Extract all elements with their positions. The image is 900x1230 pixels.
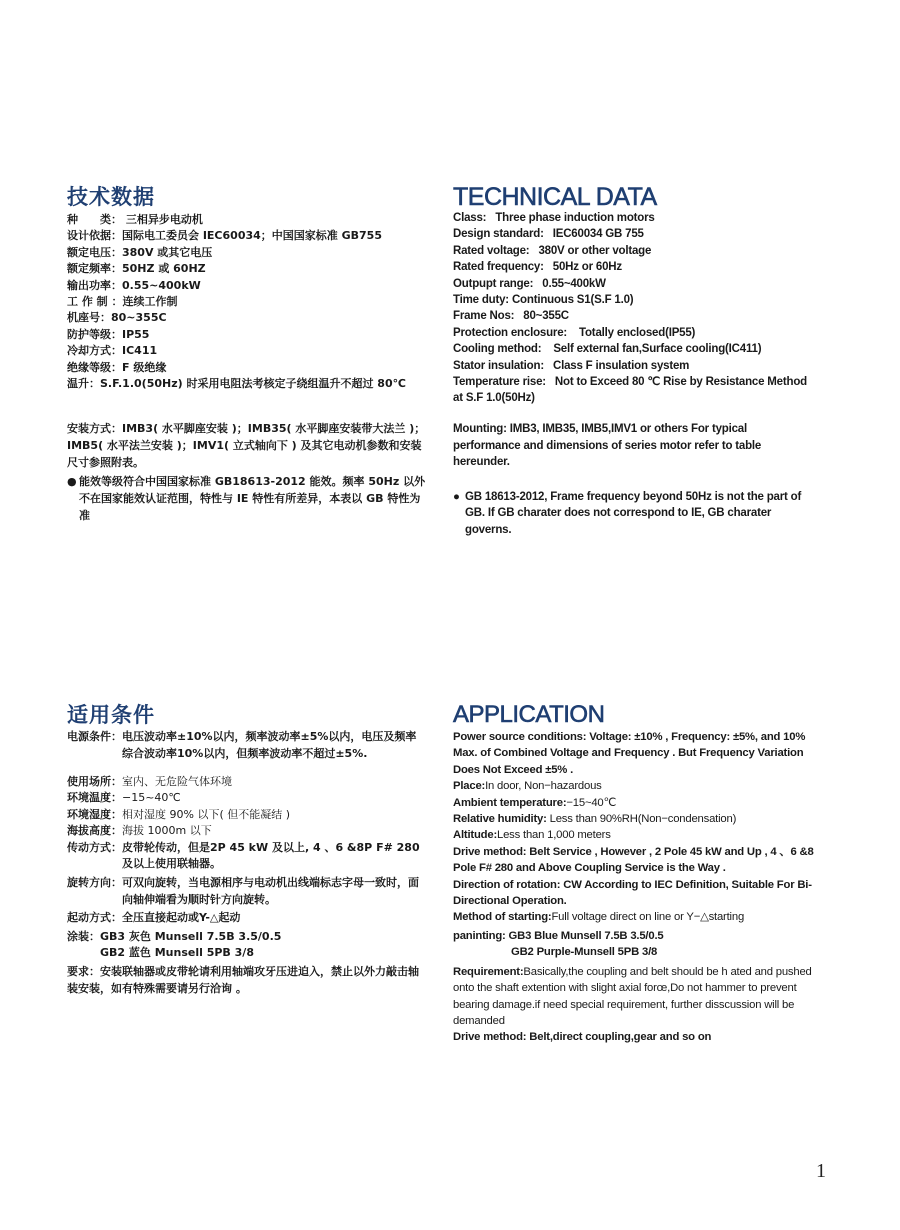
note-text: 能效等级符合中国国家标准 GB18613-2012 能效。频率 50Hz 以外不在国家能效认证范围，特性与 IE 特性有所差异，本表以 GB 特性为准 (79, 475, 426, 522)
spec-row: 机座号：80~355C (67, 311, 167, 325)
spec-row: Time duty: Continuous S1(S.F 1.0) (453, 294, 634, 307)
paint-row-2: GB2 Purple-Munsell 5PB 3/8 (511, 946, 658, 959)
spec-row: Rated frequency: 50Hz or 60Hz (453, 261, 622, 274)
spec-row: Stator insulation: Class F insulation system (453, 359, 690, 372)
spec-row: 防护等级：IP55 (67, 327, 150, 341)
condition-row: Place:In door, Non−hazardous (453, 780, 602, 793)
condition-row: 使用场所： 室内、无危险气体环境 (67, 775, 232, 788)
spec-row: Cooling method: Self external fan,Surface cooling(IC411) (453, 343, 762, 356)
condition-row: Power source conditions: Voltage: ±10% , Frequency: ±5%, and 10% Max. of Combined Voltage and Frequency . But Frequency Variation Does Not Exceed ±5% . (453, 731, 806, 776)
condition-row: Altitude:Less than 1,000 meters (453, 829, 611, 842)
mounting-text: Mounting: IMB3, IMB35, IMB5,IMV1 or others For typical performance and dimensions of series motor refer to table hereunder. (453, 423, 762, 468)
condition-row: 电源条件： 电压波动率±10%以内，频率波动率±5%以内，电压及频率综合波动率10%以内，但频率波动率不超过±5%. (67, 730, 417, 760)
bullet-icon: ● (453, 490, 460, 503)
note-text: GB 18613-2012, Frame frequency beyond 50Hz is not the part of GB. If GB charater does not correspond to IE, GB charater governs. (465, 490, 802, 536)
spec-row: 温升：S.F.1.0(50Hz) 时采用电阻法考核定子绕组温升不超过 80℃ (67, 377, 406, 391)
requirement-row: 要求：安装联轴器或皮带轮请利用轴端攻牙压进迫入，禁止以外力敲击轴装安装，如有特殊需要请另行洽询 。 (67, 965, 419, 996)
mounting-en (453, 421, 813, 538)
condition-row: 起动方式： 全压直接起动或Y-△起动 (67, 911, 241, 925)
condition-row: 环境湿度： 相对湿度 90% 以下( 但不能凝结 ) (67, 807, 291, 821)
spec-row: Outpupt range: 0.55~400kW (453, 277, 606, 290)
spec-row: Frame Nos: 80~355C (453, 310, 569, 323)
condition-row: Method of starting:Full voltage direct on line or Y−△starting (453, 911, 745, 924)
spec-row: Temperature rise: Not to Exceed 80 ℃ Rise by Resistance Method (453, 376, 807, 389)
mounting-cn (67, 420, 427, 524)
spec-row: 绝缘等级：F 级绝缘 (67, 360, 167, 374)
spec-row: 额定电压：380V 或其它电压 (67, 245, 213, 259)
spec-row-continuation: at S.F 1.0(50Hz) (453, 392, 535, 405)
spec-row: 设计依据：国际电工委员会 IEC60034；中国国家标准 GB755 (67, 229, 382, 243)
spec-row: 工 作 制 ：连续工作制 (67, 295, 178, 309)
condition-row: 海拔高度： 海拔 1000m 以下 (67, 824, 212, 838)
spec-row: 冷却方式：IC411 (67, 344, 158, 358)
requirement-row: Requirement:Basically,the coupling and belt should be h ated and pushed onto the shaft extention with slight axial forœ,Do not hammer to prevent bearing damage.if need special requirement, further disscussion will be demanded (453, 965, 812, 1027)
condition-row: Drive method: Belt Service , However , 2 Pole 45 kW and Up , 4 、6 &8 Pole F# 280 and Above Coupling Service is the Way . (453, 845, 814, 875)
section-title: TECHNICAL DATA (453, 183, 657, 211)
spec-row: Design standard: IEC60034 GB 755 (453, 228, 644, 241)
condition-row: Relative humidity: Less than 90%RH(Non−condensation) (453, 813, 737, 826)
application-cn (67, 701, 427, 997)
paint-row: paninting: GB3 Blue Munsell 7.5B 3.5/0.5 (453, 929, 664, 942)
spec-row: Class: Three phase induction motors (453, 212, 655, 224)
spec-row: 额定频率：50HZ 或 60HZ (67, 262, 206, 276)
condition-row: 旋转方向： 可双向旋转，当电源相序与电动机出线端标志字母一致时，面向轴伸端看为顺时针方向旋转。 (67, 876, 419, 906)
section-title: 技术数据 (67, 185, 155, 209)
spec-row: Protection enclosure: Totally enclosed(IP55) (453, 326, 696, 339)
spec-row: 输出功率：0.55~400kW (67, 278, 201, 292)
drive-method-row: Drive method: Belt,direct coupling,gear and so on (453, 1031, 712, 1044)
condition-row: 传动方式： 皮带轮传动，但是2P 45 kW 及以上, 4 、6 &8P F# 280 及以上使用联轴器。 (67, 840, 420, 871)
application-en (453, 701, 815, 1046)
note-item (67, 473, 427, 524)
bullet-icon: ● (67, 475, 77, 488)
page-number: 1 (816, 1160, 826, 1182)
paint-row: 涂装： GB3 灰色 Munsell 7.5B 3.5/0.5 GB2 蓝色 Munsell 5PB 3/8 (67, 929, 282, 960)
section-title: APPLICATION (453, 701, 605, 728)
condition-row: 环境温度： −15~40℃ (67, 791, 181, 805)
condition-row: Ambient temperature:−15~40℃ (453, 796, 617, 809)
spec-row: 种 类： 三相异步电动机 (67, 213, 203, 226)
spec-row: Rated voltage: 380V or other voltage (453, 244, 652, 257)
technical-data-en (453, 183, 833, 407)
note-item (453, 489, 813, 539)
condition-row: Direction of rotation: CW According to IEC Definition, Suitable For Bi-Directional Operation. (453, 878, 812, 908)
section-title: 适用条件 (67, 703, 155, 727)
technical-data-cn (67, 183, 437, 392)
mounting-text: 安装方式：IMB3( 水平脚座安装 )；IMB35( 水平脚座安装带大法兰 )；IMB5( 水平法兰安装 )；IMV1( 立式轴向下 ) 及其它电动机参数和安装尺寸参照附表。 (67, 422, 426, 469)
